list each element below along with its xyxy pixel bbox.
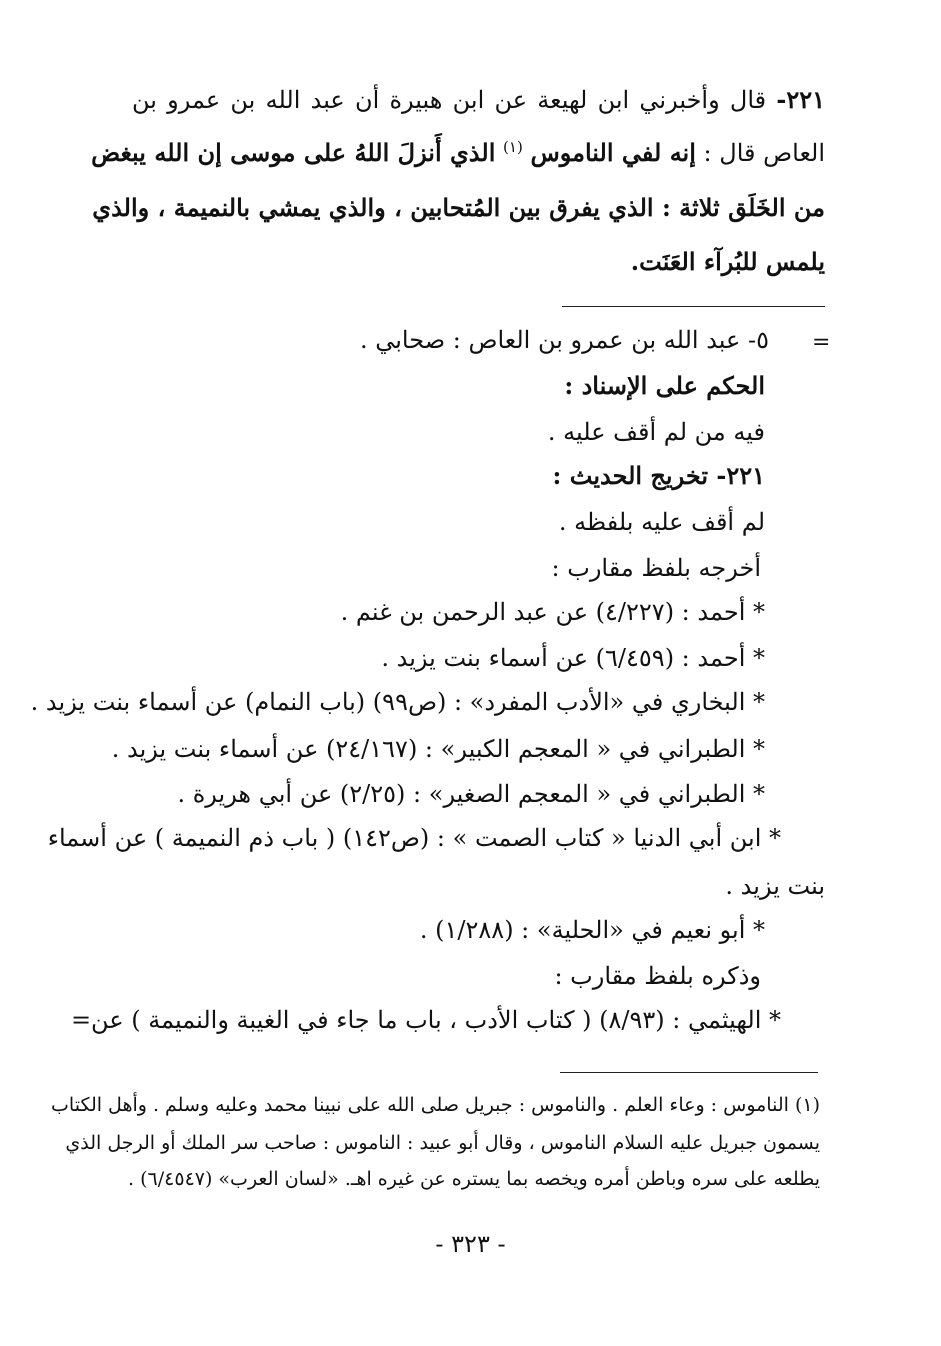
- source-item: * الطبراني في « المعجم الكبير» : (٢٤/١٦٧) عن أسماء بنت يزيد .: [111, 735, 765, 763]
- continuation-mark: =: [812, 330, 831, 355]
- hadith-line-2-bold-a: إنه لفي الناموس: [530, 138, 696, 167]
- hadith-line-1-text: قال وأخبرني ابن لهيعة عن ابن هبيرة أن عبد الله بن عمرو بن: [132, 86, 767, 114]
- source-item: * الطبراني في « المعجم الصغير» : (٢/٢٥) عن أبي هريرة .: [177, 780, 765, 808]
- section-divider: [562, 306, 825, 307]
- source-item: * أحمد : (٦/٤٥٩) عن أسماء بنت يزيد .: [381, 644, 765, 672]
- narrator-note: ٥- عبد الله بن عمرو بن العاص : صحابي .: [359, 326, 769, 354]
- takhrij-heading: ٢٢١- تخريج الحديث :: [552, 461, 765, 490]
- source-item: * البخاري في «الأدب المفرد» : (ص٩٩) (باب النمام) عن أسماء بنت يزيد .: [30, 688, 765, 716]
- hadith-line-2-plain: العاص قال :: [703, 139, 825, 167]
- hadith-line-4: يلمس للبُرآء العَنَت.: [630, 247, 825, 276]
- source-item: * ابن أبي الدنيا « كتاب الصمت » : (ص١٤٢) ( باب ذم النميمة ) عن أسماء: [47, 824, 781, 852]
- footnote-reference: (١): [503, 138, 523, 156]
- isnad-heading: الحكم على الإسناد :: [564, 371, 765, 400]
- footnote-line-2: يسمون جبريل عليه السلام الناموس ، وقال أبو عبيد : الناموس : صاحب سر الملك أو الرجل الذي: [65, 1132, 820, 1154]
- hadith-line-1: [132, 85, 826, 114]
- source-item-continuation: بنت يزيد .: [725, 872, 825, 900]
- hadith-line-2-bold-b: الذي أَنزلَ اللهُ على موسى إن الله يبغض: [91, 138, 496, 167]
- haythami-source: * الهيثمي : (٨/٩٣) ( كتاب الأدب ، باب ما جاء في الغيبة والنميمة ) عن=: [70, 1006, 781, 1034]
- similar-intro: أخرجه بلفظ مقارب :: [551, 554, 761, 582]
- isnad-text: فيه من لم أقف عليه .: [547, 418, 765, 446]
- source-item: * أحمد : (٤/٢٢٧) عن عبد الرحمن بن غنم .: [340, 598, 765, 626]
- source-item: * أبو نعيم في «الحلية» : (١/٢٨٨) .: [419, 916, 765, 944]
- footnote-line-3: يطلعه على سره وباطن أمره ويخصه بما يستره عن غيره اهـ. «لسان العرب» (٦/٤٥٤٧) .: [128, 1168, 820, 1190]
- hadith-number: ٢٢١-: [776, 85, 826, 114]
- footnote-divider: [560, 1072, 818, 1073]
- mentioned-intro: وذكره بلفظ مقارب :: [554, 962, 761, 990]
- hadith-line-3: من الخَلَق ثلاثة : الذي يفرق بين المُتحابين ، والذي يمشي بالنميمة ، والذي: [92, 193, 825, 222]
- hadith-line-2: [91, 138, 825, 167]
- not-found-note: لم أقف عليه بلفظه .: [558, 508, 765, 536]
- footnote-line-1: (١) الناموس : وعاء العلم . والناموس : جبريل صلى الله على نبينا محمد وعليه وسلم . وأهل الكتاب: [51, 1094, 820, 1116]
- page-number: - ٣٢٣ -: [435, 1230, 506, 1258]
